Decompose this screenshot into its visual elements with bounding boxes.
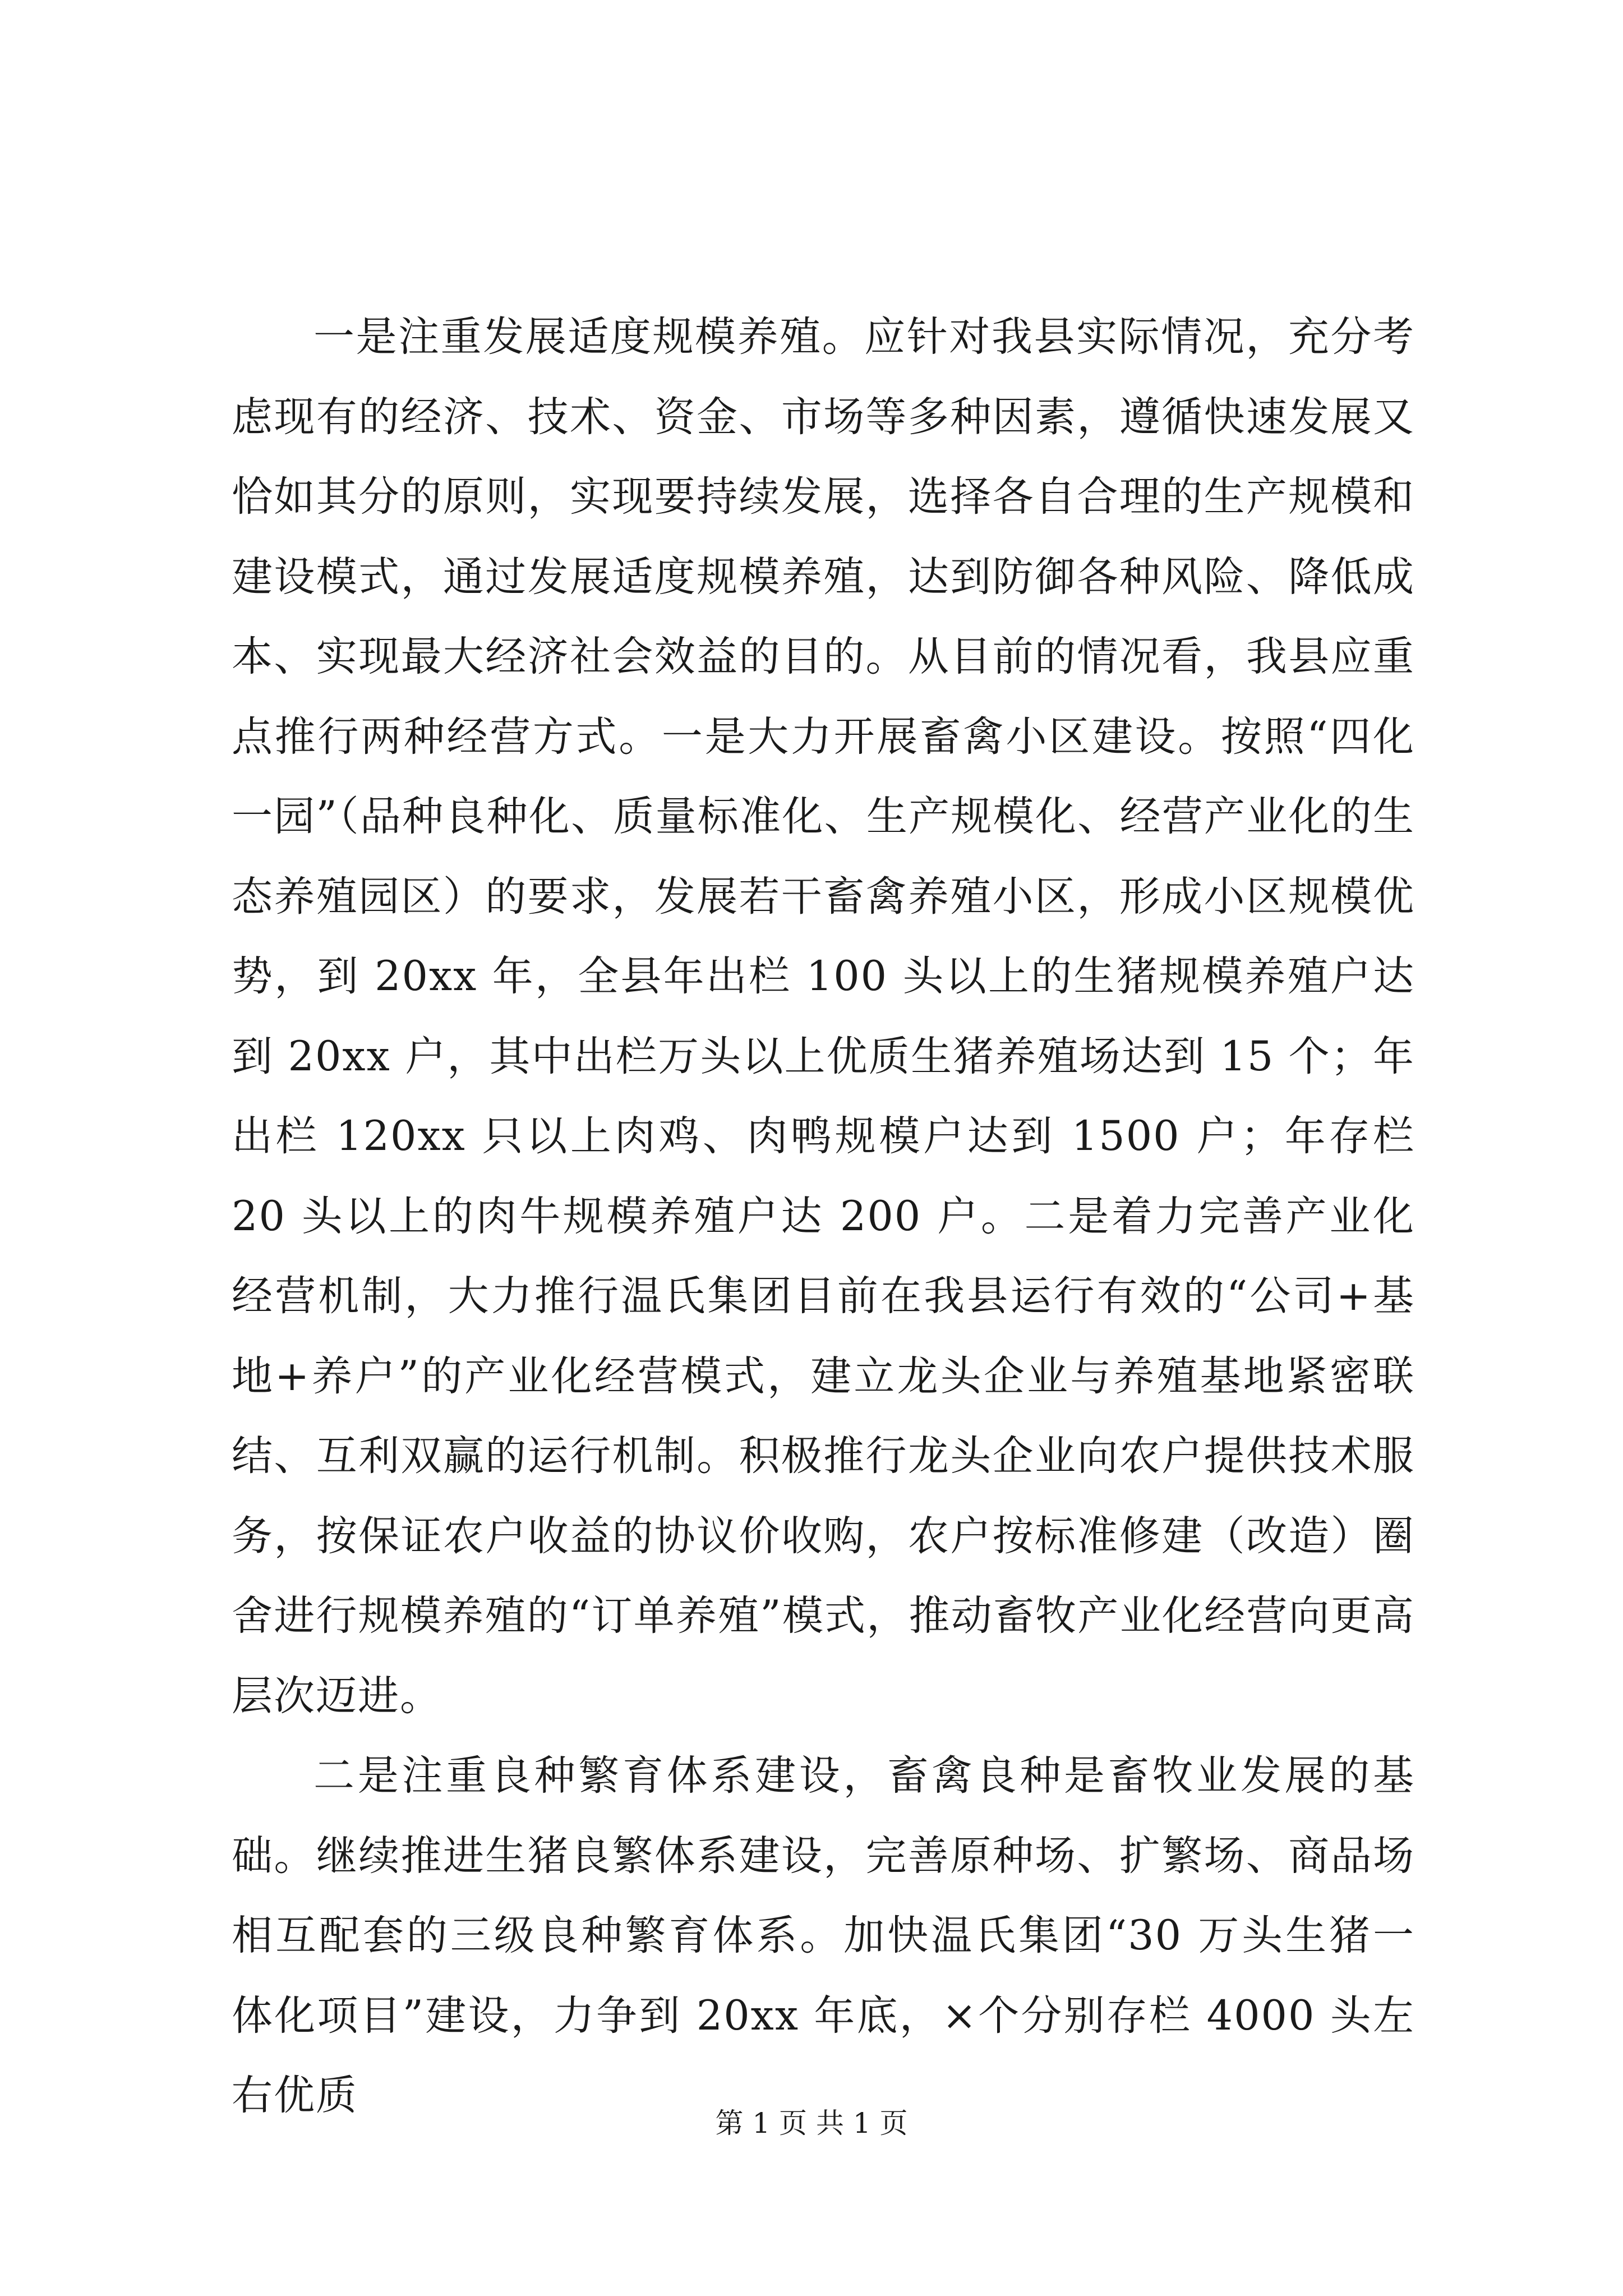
page-footer: 第 1 页 共 1 页 [715, 2107, 908, 2139]
paragraph-1: 一是注重发展适度规模养殖。应针对我县实际情况，充分考虑现有的经济、技术、资金、市场等多种因素，遵循快速发展又恰如其分的原则，实现要持续发展，选择各自合理的生产规模和建设模式，通过发展适度规模养殖，达到防御各种风险、降低成本、实现最大经济社会效益的目的。从目前的情况看，我县应重点推行两种经营方式。一是大力开展畜禽小区建设。按照“四化一园”（品种良种化、质量标准化、生产规模化、经营产业化的生态养殖园区）的要求，发展若干畜禽养殖小区，形成小区规模优势，到 20xx 年，全县年出栏 100 头以上的生猪规模养殖户达到 20xx 户，其中出栏万头以上优质生猪养殖场达到 15 个；年出栏 120xx 只以上肉鸡、肉鸭规模户达到 1500 户；年存栏 20 头以上的肉牛规模养殖户达 200 户。二是着力完善产业化经营机制，大力推行温氏集团目前在我县运行有效的“公司+基地+养户”的产业化经营模式，建立龙头企业与养殖基地紧密联结、互利双赢的运行机制。积极推行龙头企业向农户提供技术服务，按保证农户收益的协议价收购，农户按标准修建（改造）圈舍进行规模养殖的“订单养殖”模式，推动畜牧产业化经营向更高层次迈进。 [232, 313, 1415, 1720]
paragraph-2: 二是注重良种繁育体系建设，畜禽良种是畜牧业发展的基础。继续推进生猪良繁体系建设，完善原种场、扩繁场、商品场相互配套的三级良种繁育体系。加快温氏集团“30 万头生猪一体化项目”建设，力争到 20xx 年底，×个分别存栏 4000 头左右优质 [232, 1752, 1415, 2119]
document-body [232, 297, 1415, 2136]
